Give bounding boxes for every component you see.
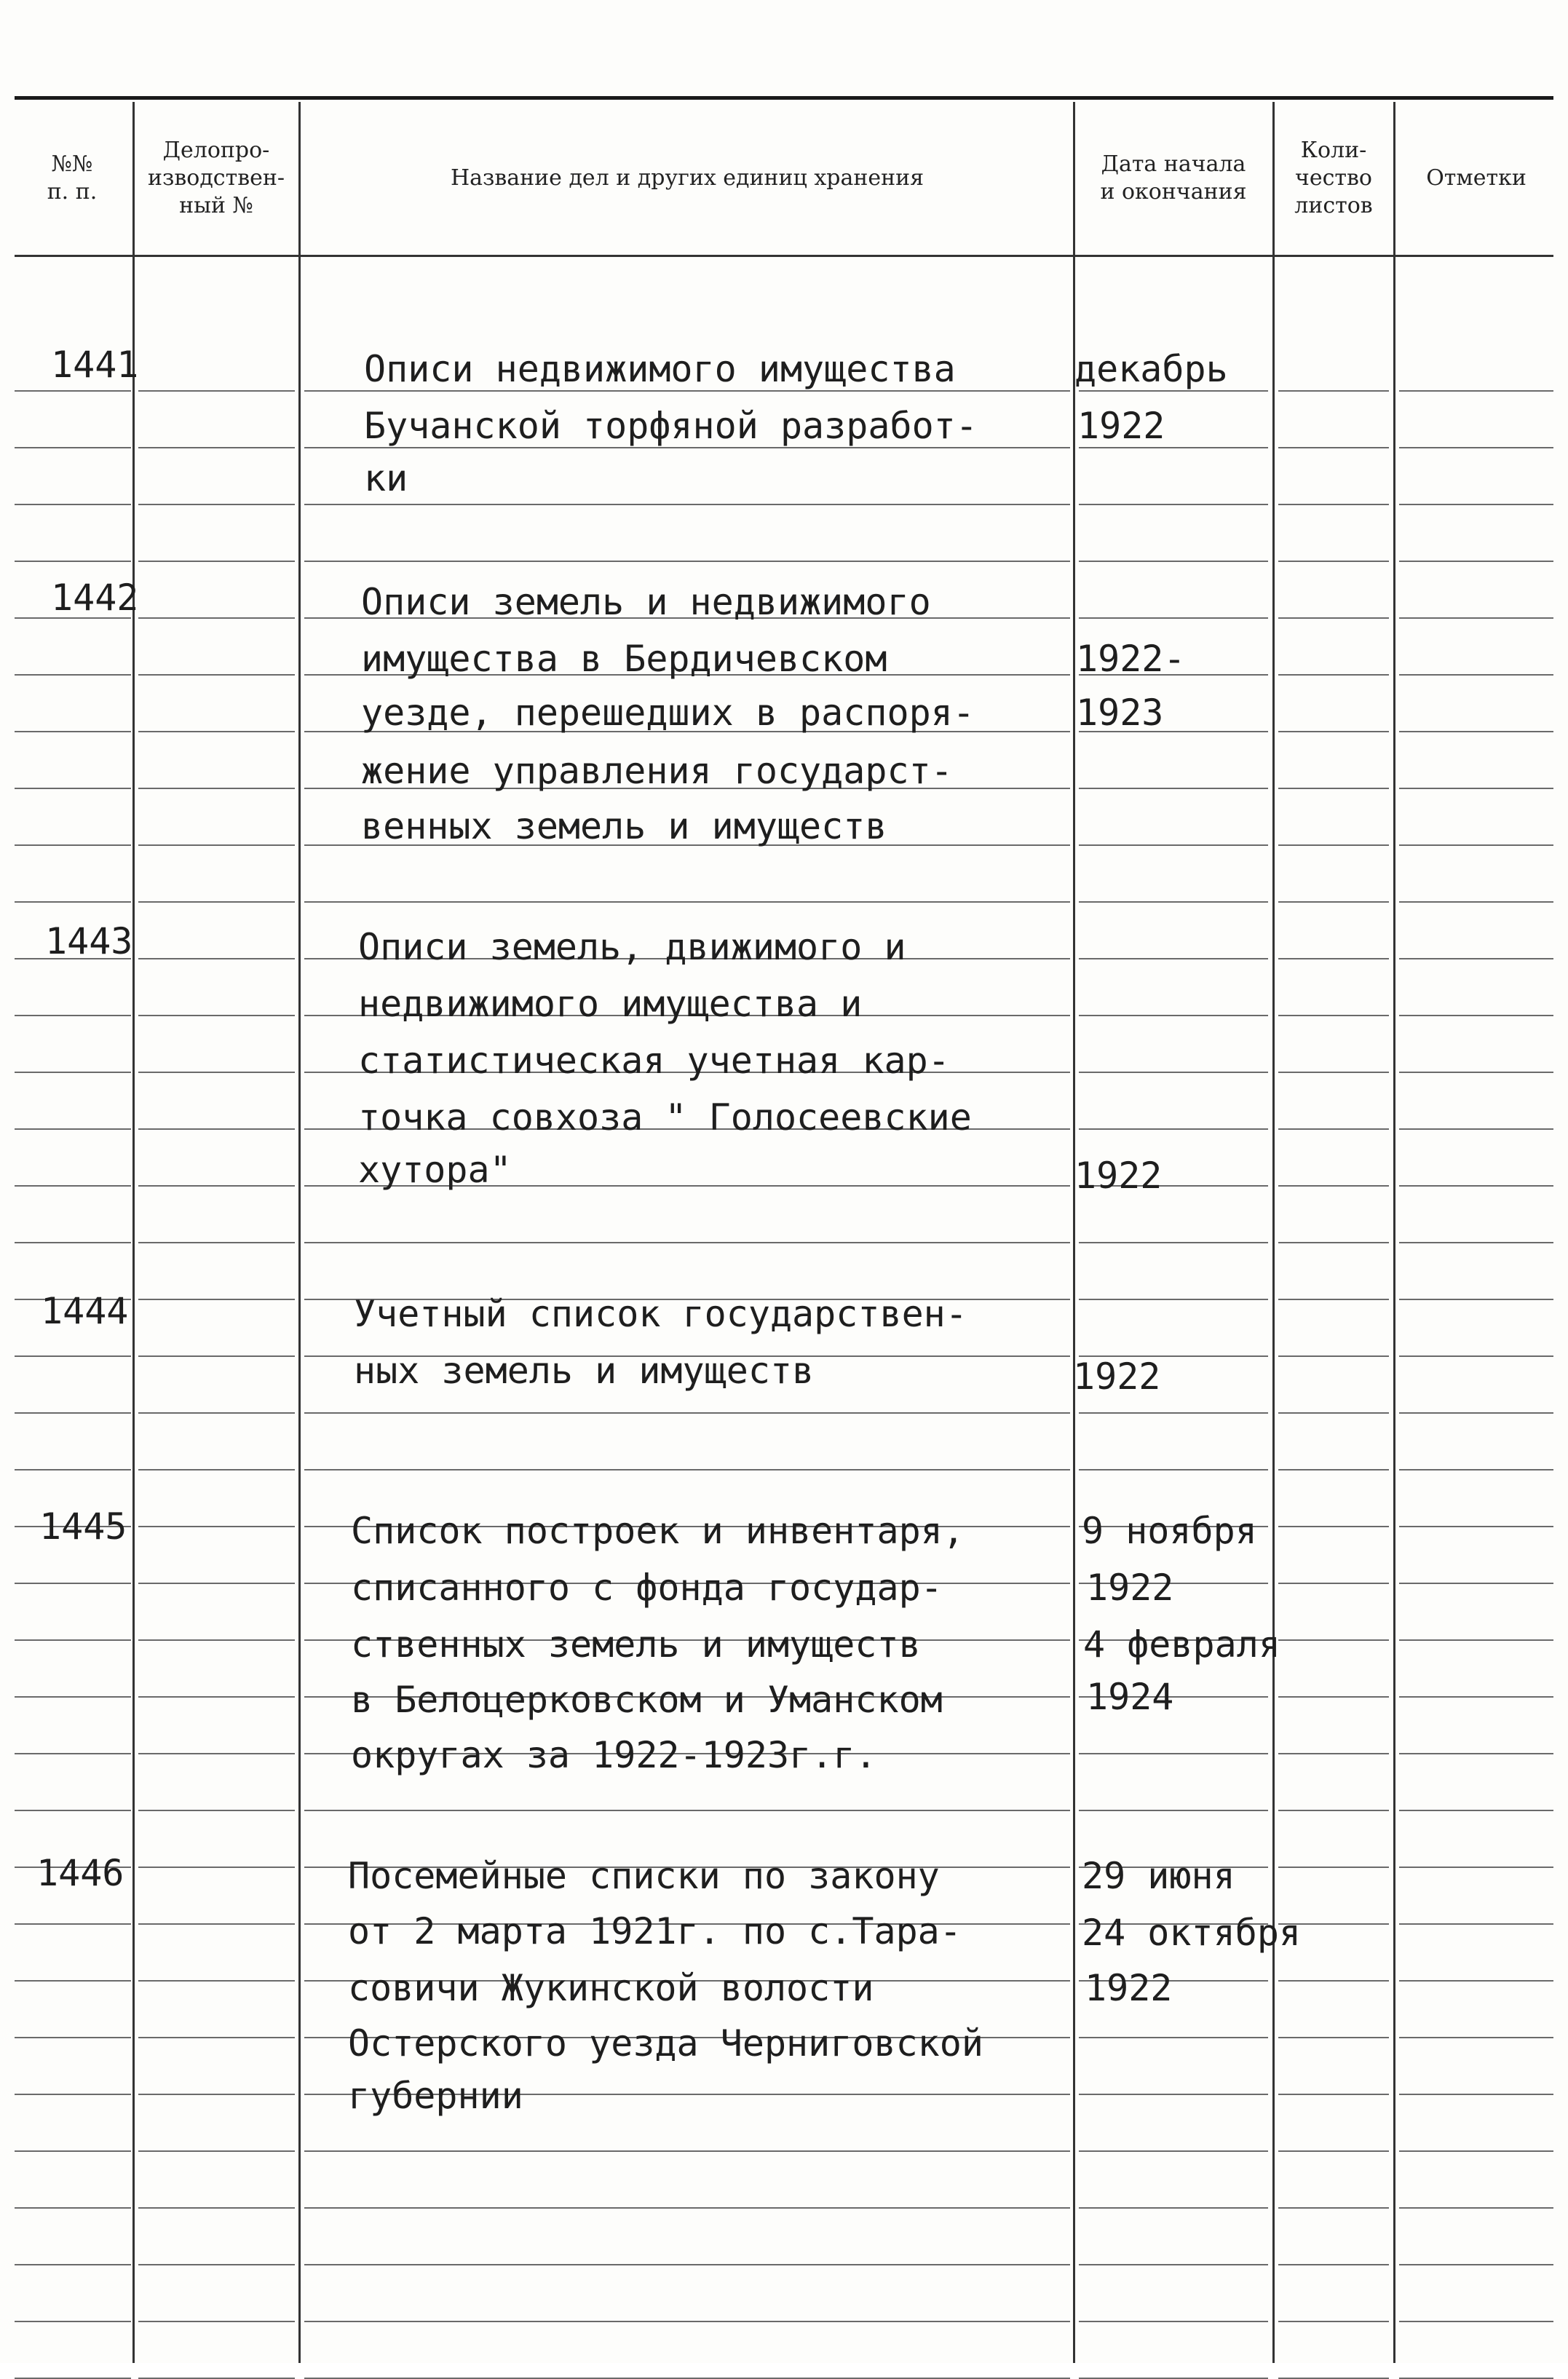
- ruled-line: [1079, 617, 1268, 619]
- title-line: от 2 марта 1921г. по с.Тара-: [348, 1910, 962, 1952]
- ruled-line: [1079, 1469, 1268, 1470]
- ruled-line: [1278, 1810, 1389, 1811]
- ruled-line: [304, 1412, 1070, 1414]
- ruled-line: [1399, 1469, 1553, 1470]
- ruled-line: [1079, 1299, 1268, 1300]
- title-line: совичи Жукинской волости: [348, 1967, 874, 2009]
- ruled-line: [1278, 788, 1389, 789]
- ruled-line: [1399, 958, 1553, 959]
- ruled-line: [1278, 958, 1389, 959]
- title-line: недвижимого имущества и: [358, 983, 863, 1025]
- ruled-line: [1079, 844, 1268, 846]
- title-line: Остерского уезда Черниговской: [348, 2022, 983, 2065]
- ruled-line: [1278, 1469, 1389, 1470]
- ruled-line: [15, 1753, 131, 1754]
- ruled-line: [138, 1867, 295, 1868]
- ruled-line: [1278, 1185, 1389, 1187]
- record-number: 1446: [36, 1852, 124, 1894]
- title-line: жение управления государст-: [361, 750, 953, 792]
- ruled-line: [1079, 1242, 1268, 1243]
- ruled-line: [138, 1469, 295, 1470]
- ruled-line: [304, 1810, 1070, 1811]
- ruled-line: [1278, 1128, 1389, 1130]
- ruled-line: [1278, 2094, 1389, 2095]
- record-number: 1443: [45, 920, 133, 962]
- ruled-line: [1399, 1810, 1553, 1811]
- ruled-line: [138, 447, 295, 448]
- ruled-line: [15, 788, 131, 789]
- title-line: точка совхоза " Голосеевские: [358, 1096, 972, 1139]
- ruled-line: [1079, 1412, 1268, 1414]
- ruled-line: [138, 1185, 295, 1187]
- ruled-line: [1399, 1299, 1553, 1300]
- title-line: губернии: [348, 2075, 523, 2117]
- ruled-line: [15, 1696, 131, 1698]
- title-line: в Белоцерковском и Уманском: [351, 1679, 943, 1721]
- title-line: Список построек и инвентаря,: [351, 1510, 965, 1552]
- ruled-line: [1278, 1639, 1389, 1641]
- ruled-line: [304, 2150, 1070, 2152]
- col-divider-2: [298, 102, 301, 2363]
- ruled-line: [1399, 2264, 1553, 2265]
- ruled-line: [15, 1185, 131, 1187]
- date-line: 9 ноября: [1082, 1510, 1257, 1552]
- ruled-line: [138, 901, 295, 903]
- ruled-line: [15, 2094, 131, 2095]
- ruled-line: [1399, 2207, 1553, 2209]
- col-divider-3: [1073, 102, 1075, 2363]
- title-line: Бучанской торфяной разработ-: [364, 405, 978, 447]
- ruled-line: [1399, 1980, 1553, 1982]
- ruled-line: [1079, 1015, 1268, 1016]
- ruled-line: [1079, 561, 1268, 562]
- ruled-line: [138, 1299, 295, 1300]
- date-line: 24 октября: [1082, 1912, 1302, 1954]
- ruled-line: [15, 1128, 131, 1130]
- ruled-line: [1399, 1923, 1553, 1925]
- title-line: округах за 1922-1923г.г.: [351, 1734, 877, 1776]
- ruled-line: [1278, 731, 1389, 732]
- ruled-line: [1278, 901, 1389, 903]
- ruled-line: [1278, 617, 1389, 619]
- date-line: 1923: [1076, 692, 1164, 734]
- ruled-line: [1399, 561, 1553, 562]
- date-line: 4 февраля: [1083, 1623, 1280, 1666]
- date-line: 29 июня: [1082, 1855, 1235, 1897]
- ruled-line: [1399, 1753, 1553, 1754]
- ruled-line: [304, 901, 1070, 903]
- ruled-line: [304, 2207, 1070, 2209]
- ruled-line: [1079, 958, 1268, 959]
- ruled-line: [138, 1753, 295, 1754]
- ruled-line: [1399, 1128, 1553, 1130]
- ruled-line: [15, 1469, 131, 1470]
- ruled-line: [138, 1980, 295, 1982]
- ruled-line: [1079, 2264, 1268, 2265]
- ruled-line: [15, 731, 131, 732]
- ruled-line: [304, 1469, 1070, 1470]
- ruled-line: [15, 2207, 131, 2209]
- date-line: 1922: [1077, 405, 1165, 447]
- date-line: 1922: [1073, 1355, 1161, 1398]
- record-number: 1442: [51, 577, 139, 619]
- ruled-line: [15, 901, 131, 903]
- ruled-line: [138, 844, 295, 846]
- ruled-line: [1079, 447, 1268, 448]
- record-number: 1441: [51, 344, 139, 386]
- ruled-line: [138, 958, 295, 959]
- ruled-line: [304, 561, 1070, 562]
- ruled-line: [15, 1810, 131, 1811]
- ruled-line: [1278, 561, 1389, 562]
- ruled-line: [138, 1923, 295, 1925]
- ruled-line: [304, 2264, 1070, 2265]
- ruled-line: [1278, 1299, 1389, 1300]
- ruled-line: [138, 561, 295, 562]
- ruled-line: [138, 2264, 295, 2265]
- col-divider-1: [132, 102, 135, 2363]
- ruled-line: [138, 788, 295, 789]
- ruled-line: [1278, 447, 1389, 448]
- record-number: 1445: [39, 1505, 127, 1548]
- ruled-line: [15, 1242, 131, 1243]
- ruled-line: [1278, 2207, 1389, 2209]
- ruled-line: [1399, 447, 1553, 448]
- title-line: ственных земель и имуществ: [351, 1623, 921, 1666]
- record-number: 1444: [41, 1290, 129, 1332]
- title-line: Описи земель, движимого и: [358, 926, 906, 968]
- ruled-line: [1278, 1526, 1389, 1527]
- ruled-line: [138, 617, 295, 619]
- ruled-line: [1278, 2321, 1389, 2322]
- ruled-line: [1278, 674, 1389, 676]
- ruled-line: [1278, 1242, 1389, 1243]
- title-line: Учетный список государствен-: [354, 1293, 967, 1335]
- ruled-line: [138, 1128, 295, 1130]
- header-office-number: Делопро- изводствен- ный №: [148, 138, 285, 218]
- ruled-line: [15, 1923, 131, 1925]
- ruled-line: [1278, 2264, 1389, 2265]
- col-divider-4: [1272, 102, 1275, 2363]
- date-line: 1922-: [1076, 638, 1186, 680]
- ruled-line: [1079, 1753, 1268, 1754]
- ruled-line: [1399, 1185, 1553, 1187]
- ruled-line: [1399, 390, 1553, 392]
- ruled-line: [1079, 2037, 1268, 2038]
- title-line: статистическая учетная кар-: [358, 1040, 950, 1082]
- ruled-line: [304, 2321, 1070, 2322]
- ruled-line: [15, 2264, 131, 2265]
- ruled-line: [1278, 504, 1389, 505]
- ruled-line: [15, 447, 131, 448]
- ruled-line: [1278, 1753, 1389, 1754]
- ruled-line: [1079, 2150, 1268, 2152]
- ruled-line: [1399, 1583, 1553, 1584]
- ruled-line: [1399, 731, 1553, 732]
- ruled-line: [15, 1412, 131, 1414]
- ruled-line: [1399, 1867, 1553, 1868]
- ruled-line: [1278, 844, 1389, 846]
- ruled-line: [1399, 504, 1553, 505]
- ruled-line: [1278, 1412, 1389, 1414]
- ruled-line: [1399, 1639, 1553, 1641]
- ruled-line: [1399, 788, 1553, 789]
- date-line: 1924: [1086, 1676, 1174, 1718]
- header-dates: Дата начала и окончания: [1100, 151, 1247, 205]
- ruled-line: [1399, 1015, 1553, 1016]
- ruled-line: [1399, 844, 1553, 846]
- ruled-line: [138, 1526, 295, 1527]
- ruled-line: [1079, 2207, 1268, 2209]
- ruled-line: [15, 2037, 131, 2038]
- ruled-line: [138, 1810, 295, 1811]
- ruled-line: [1399, 1242, 1553, 1243]
- ruled-line: [15, 2150, 131, 2152]
- ruled-line: [1079, 1072, 1268, 1073]
- ruled-line: [1278, 1355, 1389, 1357]
- date-line: 1922: [1085, 1967, 1173, 2009]
- title-line: ки: [364, 457, 408, 499]
- ruled-line: [1399, 1696, 1553, 1698]
- ruled-line: [138, 1355, 295, 1357]
- ruled-line: [1278, 390, 1389, 392]
- ruled-line: [138, 731, 295, 732]
- ruled-line: [138, 1696, 295, 1698]
- ruled-line: [138, 2207, 295, 2209]
- ruled-line: [1079, 2094, 1268, 2095]
- ruled-line: [1399, 2037, 1553, 2038]
- ruled-line: [15, 1072, 131, 1073]
- ruled-line: [1399, 617, 1553, 619]
- ruled-line: [1399, 901, 1553, 903]
- ruled-line: [138, 1242, 295, 1243]
- ruled-line: [1399, 1526, 1553, 1527]
- ruled-line: [15, 1639, 131, 1641]
- title-line: ных земель и имуществ: [354, 1350, 815, 1392]
- ruled-line: [138, 1412, 295, 1414]
- ruled-line: [138, 1072, 295, 1073]
- title-line: венных земель и имуществ: [361, 805, 887, 847]
- ruled-line: [1278, 1072, 1389, 1073]
- ruled-line: [1079, 901, 1268, 903]
- ruled-line: [138, 1639, 295, 1641]
- ruled-line: [15, 504, 131, 505]
- ruled-line: [15, 1980, 131, 1982]
- ruled-line: [138, 2037, 295, 2038]
- date-line: 1922: [1074, 1155, 1163, 1197]
- title-line: Описи земель и недвижимого: [361, 581, 931, 623]
- ruled-line: [1399, 2150, 1553, 2152]
- ruled-line: [1278, 1583, 1389, 1584]
- ruled-line: [15, 390, 131, 392]
- ruled-line: [1079, 390, 1268, 392]
- ruled-line: [1079, 1810, 1268, 1811]
- ruled-line: [1278, 1867, 1389, 1868]
- ruled-line: [1278, 1980, 1389, 1982]
- col-divider-5: [1393, 102, 1395, 2363]
- ruled-line: [304, 1242, 1070, 1243]
- ruled-line: [15, 1355, 131, 1357]
- ruled-line: [138, 674, 295, 676]
- ruled-line: [1399, 674, 1553, 676]
- ruled-line: [1399, 1412, 1553, 1414]
- ruled-line: [138, 2150, 295, 2152]
- ruled-line: [15, 1015, 131, 1016]
- ruled-line: [138, 504, 295, 505]
- ruled-line: [1399, 1355, 1553, 1357]
- ruled-line: [138, 390, 295, 392]
- ruled-line: [138, 1583, 295, 1584]
- ruled-line: [15, 1583, 131, 1584]
- ruled-line: [1399, 2321, 1553, 2322]
- date-line: 1922: [1086, 1567, 1174, 1609]
- header-sheets: Коли- чество листов: [1294, 138, 1373, 218]
- title-line: Посемейные списки по закону: [348, 1855, 940, 1897]
- ruled-line: [1278, 1015, 1389, 1016]
- ruled-line: [138, 2321, 295, 2322]
- ruled-line: [1399, 1072, 1553, 1073]
- header-top-rule: [15, 96, 1553, 100]
- ruled-line: [15, 844, 131, 846]
- ruled-line: [1399, 2094, 1553, 2095]
- ruled-line: [138, 2094, 295, 2095]
- ruled-line: [304, 447, 1070, 448]
- ruled-line: [15, 561, 131, 562]
- header-bottom-rule: [15, 255, 1553, 257]
- header-number: №№ п. п.: [47, 151, 98, 205]
- title-line: имущества в Бердичевском: [361, 638, 887, 680]
- ruled-line: [1079, 788, 1268, 789]
- header-title: Название дел и других единиц хранения: [450, 165, 924, 191]
- ruled-line: [138, 1015, 295, 1016]
- ruled-line: [15, 674, 131, 676]
- title-line: хутора": [358, 1149, 512, 1191]
- title-line: списанного с фонда государ-: [351, 1567, 943, 1609]
- date-line: декабрь: [1074, 348, 1228, 390]
- header-notes: Отметки: [1426, 165, 1527, 191]
- ruled-line: [1278, 2037, 1389, 2038]
- ruled-line: [15, 2321, 131, 2322]
- ruled-line: [304, 504, 1070, 505]
- title-line: уезде, перешедших в распоря-: [361, 692, 975, 734]
- ruled-line: [1278, 1696, 1389, 1698]
- ruled-line: [1079, 504, 1268, 505]
- ruled-line: [1079, 2321, 1268, 2322]
- ruled-line: [1079, 1128, 1268, 1130]
- title-line: Описи недвижимого имущества: [364, 348, 956, 390]
- ruled-line: [1278, 2150, 1389, 2152]
- ruled-line: [304, 390, 1070, 392]
